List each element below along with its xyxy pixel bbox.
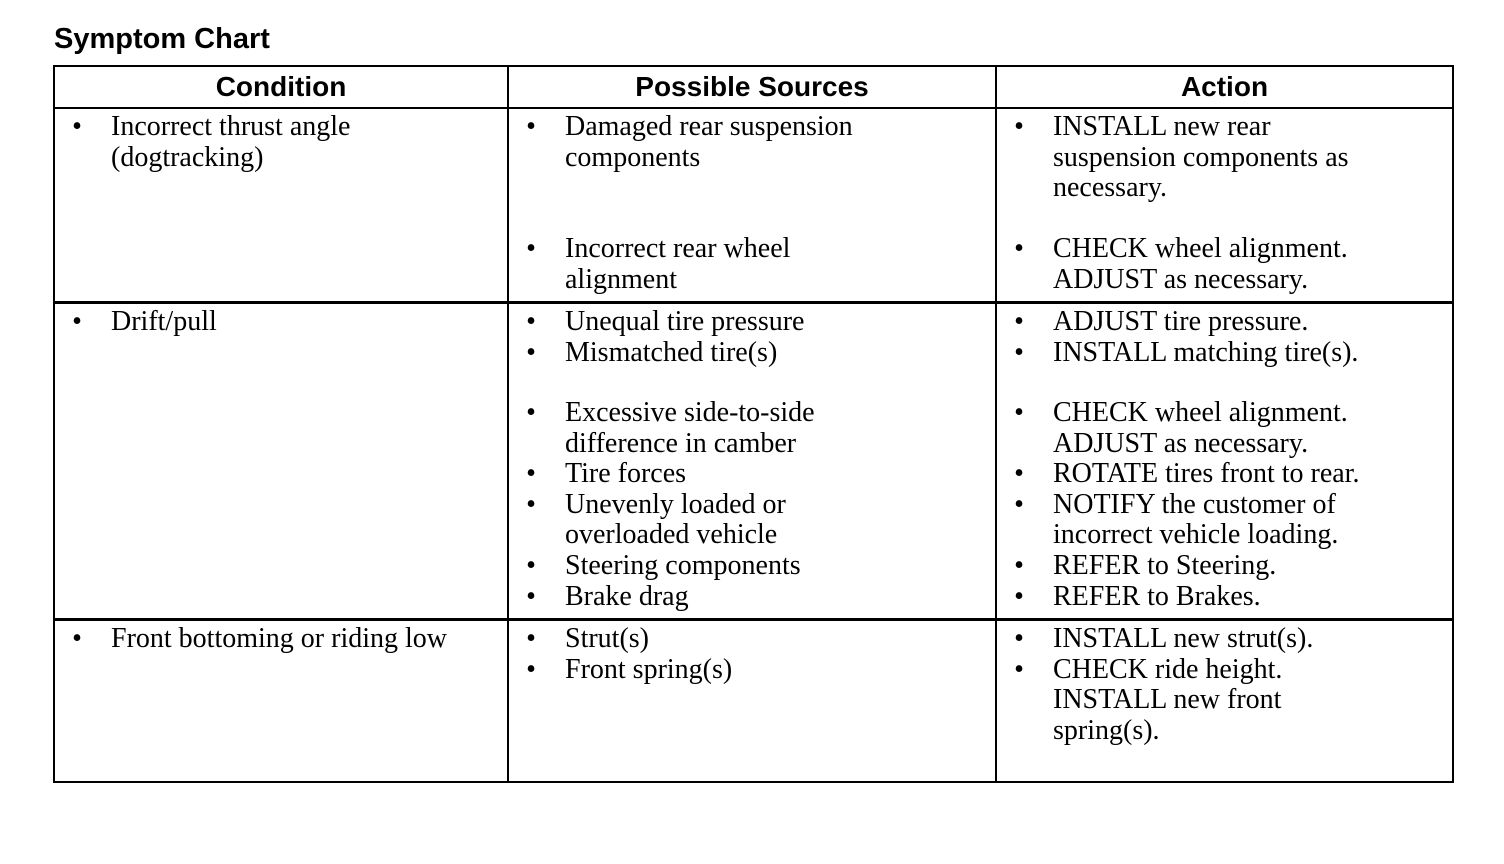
bullet-icon: • bbox=[1014, 336, 1024, 368]
item-line: ADJUST tire pressure. bbox=[1053, 306, 1309, 337]
bullet-icon: • bbox=[1014, 306, 1024, 337]
source-item bbox=[509, 398, 815, 459]
bullet-icon: • bbox=[526, 111, 536, 142]
item-line: REFER to Steering. bbox=[1053, 549, 1277, 581]
action-item bbox=[997, 398, 1359, 459]
source-item bbox=[509, 490, 815, 551]
item-line: necessary. bbox=[1053, 172, 1168, 204]
bullet-icon: • bbox=[1014, 397, 1024, 428]
item-line: overloaded vehicle bbox=[565, 519, 778, 551]
item-line: REFER to Brakes. bbox=[1053, 580, 1261, 612]
bullet-icon: • bbox=[526, 580, 536, 612]
item-line: INSTALL new rear bbox=[1053, 111, 1271, 142]
bullet-icon: • bbox=[526, 488, 536, 520]
item-line: Steering components bbox=[565, 549, 801, 581]
item-line: INSTALL matching tire(s). bbox=[1053, 336, 1359, 368]
action-item bbox=[997, 112, 1349, 204]
condition-item bbox=[55, 307, 217, 338]
bullet-icon: • bbox=[1014, 653, 1024, 685]
condition-cell bbox=[55, 624, 447, 655]
bullet-icon: • bbox=[526, 306, 536, 337]
bullet-icon: • bbox=[526, 397, 536, 428]
action-item bbox=[997, 624, 1313, 655]
item-line: spring(s). bbox=[1053, 714, 1160, 746]
bullet-icon: • bbox=[526, 336, 536, 368]
source-group bbox=[509, 624, 732, 685]
item-line: Tire forces bbox=[565, 458, 687, 490]
bullet-icon: • bbox=[1014, 488, 1024, 520]
item-line: Incorrect thrust angle bbox=[111, 111, 351, 142]
item-line: INSTALL new strut(s). bbox=[1053, 623, 1314, 654]
bullet-icon: • bbox=[526, 458, 536, 490]
source-group bbox=[509, 307, 804, 368]
bullet-icon: • bbox=[1014, 623, 1024, 654]
bullet-icon: • bbox=[1014, 111, 1024, 142]
item-line: NOTIFY the customer of bbox=[1053, 488, 1336, 520]
source-group bbox=[509, 112, 853, 173]
bullet-icon: • bbox=[526, 653, 536, 685]
item-line: ADJUST as necessary. bbox=[1053, 263, 1309, 295]
item-line: Strut(s) bbox=[565, 623, 649, 654]
bullet-icon: • bbox=[1014, 458, 1024, 490]
bullet-icon: • bbox=[72, 111, 82, 142]
bullet-icon: • bbox=[72, 623, 82, 654]
item-line: Drift/pull bbox=[111, 306, 217, 337]
bullet-icon: • bbox=[526, 233, 536, 264]
item-line: ROTATE tires front to rear. bbox=[1053, 458, 1360, 490]
table-border-right bbox=[1452, 65, 1454, 783]
item-line: CHECK wheel alignment. bbox=[1053, 397, 1348, 428]
header-possible-sources: Possible Sources bbox=[635, 71, 869, 102]
bullet-icon: • bbox=[526, 623, 536, 654]
item-line: suspension components as bbox=[1053, 141, 1349, 173]
action-item bbox=[997, 490, 1359, 551]
action-item bbox=[997, 234, 1348, 295]
bullet-icon: • bbox=[1014, 549, 1024, 581]
item-line: Excessive side-to-side bbox=[565, 397, 815, 428]
bullet-icon: • bbox=[1014, 580, 1024, 612]
condition-cell bbox=[55, 112, 350, 173]
source-item bbox=[509, 551, 815, 582]
item-line: Damaged rear suspension bbox=[565, 111, 853, 142]
item-line: Brake drag bbox=[565, 580, 689, 612]
item-line: Mismatched tire(s) bbox=[565, 336, 778, 368]
item-line: Incorrect rear wheel bbox=[565, 233, 791, 264]
row-divider-1 bbox=[53, 301, 1454, 304]
action-group bbox=[997, 234, 1348, 295]
item-line: ADJUST as necessary. bbox=[1053, 427, 1309, 459]
bullet-icon: • bbox=[526, 549, 536, 581]
item-line: Front spring(s) bbox=[565, 653, 733, 685]
item-line: components bbox=[565, 141, 701, 173]
source-item bbox=[509, 624, 732, 655]
source-item bbox=[509, 459, 815, 490]
source-group bbox=[509, 398, 815, 612]
source-item bbox=[509, 307, 804, 338]
chart-title: Symptom Chart bbox=[54, 23, 270, 55]
action-item bbox=[997, 338, 1358, 369]
bullet-icon: • bbox=[72, 306, 82, 337]
action-item bbox=[997, 655, 1313, 747]
item-line: (dogtracking) bbox=[111, 141, 264, 173]
item-line: alignment bbox=[565, 263, 677, 295]
source-item bbox=[509, 655, 732, 686]
item-line: Unequal tire pressure bbox=[565, 306, 805, 337]
item-line: difference in camber bbox=[565, 427, 797, 459]
item-line: INSTALL new front bbox=[1053, 684, 1282, 716]
row-divider-2 bbox=[53, 618, 1454, 621]
source-group bbox=[509, 234, 790, 295]
action-group bbox=[997, 307, 1358, 368]
item-line: Unevenly loaded or bbox=[565, 488, 786, 520]
header-divider bbox=[53, 107, 1454, 109]
source-item bbox=[509, 582, 815, 613]
item-line: CHECK ride height. bbox=[1053, 653, 1283, 685]
action-group bbox=[997, 398, 1359, 612]
table-border-bottom bbox=[53, 781, 1454, 783]
item-line: Front bottoming or riding low bbox=[111, 623, 447, 654]
header-action: Action bbox=[1180, 71, 1269, 102]
action-item bbox=[997, 459, 1359, 490]
symptom-table bbox=[53, 65, 1454, 783]
item-line: CHECK wheel alignment. bbox=[1053, 233, 1348, 264]
condition-item bbox=[55, 112, 350, 173]
action-item bbox=[997, 551, 1359, 582]
item-line: incorrect vehicle loading. bbox=[1053, 519, 1339, 551]
action-item bbox=[997, 307, 1358, 338]
action-group bbox=[997, 624, 1313, 746]
header-condition: Condition bbox=[215, 71, 347, 102]
condition-item bbox=[55, 624, 447, 655]
action-item bbox=[997, 582, 1359, 613]
condition-cell bbox=[55, 307, 217, 338]
source-item bbox=[509, 338, 804, 369]
bullet-icon: • bbox=[1014, 233, 1024, 264]
source-item bbox=[509, 234, 790, 295]
action-group bbox=[997, 112, 1349, 204]
source-item bbox=[509, 112, 853, 173]
